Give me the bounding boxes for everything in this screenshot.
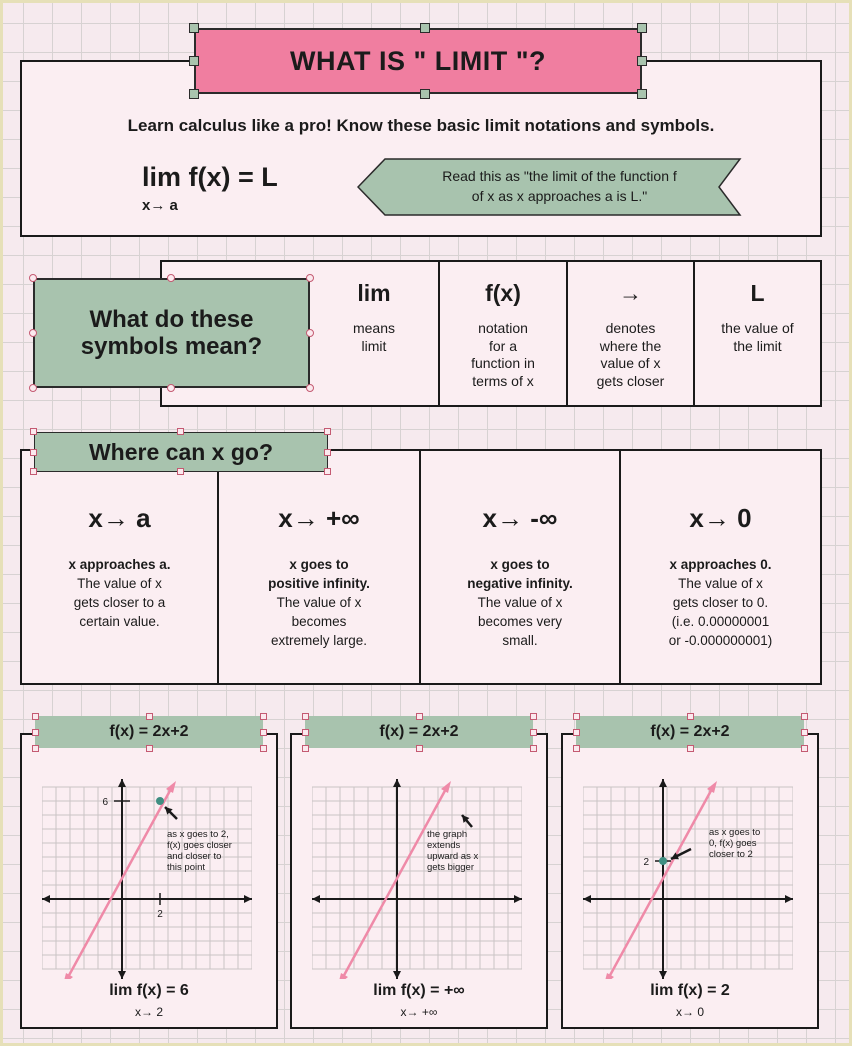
selection-dot <box>167 274 175 282</box>
desc-line: extremely large. <box>270 633 368 648</box>
graph <box>583 779 793 979</box>
annotation-text: f(x) goes closer <box>167 840 232 851</box>
x-axis-arrow-left <box>312 895 320 903</box>
limit-point <box>156 797 164 805</box>
selection-dot <box>29 274 37 282</box>
selection-handle <box>32 729 39 736</box>
desc-line: gets closer <box>596 372 665 389</box>
function-line-arrow <box>63 973 73 979</box>
desc-line: becomes very <box>477 614 563 629</box>
desc-bold: x approaches 0. <box>669 557 772 572</box>
graph <box>312 779 522 979</box>
selection-handle <box>687 713 694 720</box>
annotation-text: as x goes to <box>709 827 761 838</box>
desc-line: the value of <box>721 320 794 336</box>
desc-line: means <box>352 320 396 336</box>
selection-handle <box>32 745 39 752</box>
selection-handle <box>420 89 430 99</box>
desc-line: The value of x <box>477 595 563 610</box>
y-axis-arrow-bottom <box>659 971 667 979</box>
selection-handle <box>420 23 430 33</box>
annotation-text: upward as x <box>427 851 479 862</box>
selection-dot <box>306 274 314 282</box>
notation: x→ -∞ <box>482 503 558 533</box>
desc-line: gets closer to 0. <box>672 595 769 610</box>
limit-notation-subscript: x→ a <box>142 197 178 214</box>
selection-handle <box>530 713 537 720</box>
symbol-description <box>568 320 693 390</box>
limit-notation: lim f(x) = L <box>142 162 278 192</box>
graph-function-label: f(x) = 2x+2 <box>305 716 533 748</box>
symbol-description <box>440 320 566 390</box>
annotation-text: this point <box>167 862 206 873</box>
desc-bold: positive infinity. <box>268 576 370 591</box>
selection-handle <box>324 468 331 475</box>
y-tick-label: 6 <box>102 797 108 808</box>
reading-text <box>392 166 727 206</box>
graph-panel-limit-at-0 <box>561 733 819 1029</box>
symbol: lim <box>357 280 391 306</box>
selection-handle <box>302 745 309 752</box>
symbol: f(x) <box>485 280 521 306</box>
notation: x→ +∞ <box>278 503 360 533</box>
symbol-description <box>310 320 438 355</box>
x-axis-arrow-right <box>244 895 252 903</box>
selection-dot <box>167 384 175 392</box>
selection-handle <box>260 729 267 736</box>
desc-line: the limit <box>733 337 782 354</box>
desc-line: gets closer to a <box>73 595 166 610</box>
selection-handle <box>146 745 153 752</box>
selection-dot <box>29 329 37 337</box>
notation: x→ 0 <box>689 503 752 533</box>
selection-handle <box>530 729 537 736</box>
selection-handle <box>637 56 647 66</box>
symbol-description <box>695 320 820 355</box>
selection-handle <box>30 468 37 475</box>
symbol-cell-L <box>693 262 820 405</box>
selection-handle <box>687 745 694 752</box>
symbol-cell-arrow <box>566 262 693 405</box>
selection-handle <box>573 729 580 736</box>
description <box>219 555 419 650</box>
desc-line: The value of x <box>678 576 763 591</box>
selection-handle <box>189 56 199 66</box>
x-approaches-zero-cell <box>619 451 820 683</box>
annotation-text: and closer to <box>167 851 222 862</box>
desc-line: where the <box>599 337 662 354</box>
y-tick-label: 2 <box>643 857 649 868</box>
y-axis-arrow-top <box>659 779 667 787</box>
selection-handle <box>260 745 267 752</box>
x-axis-arrow-right <box>514 895 522 903</box>
selection-handle <box>189 23 199 33</box>
selection-handle <box>416 745 423 752</box>
graph-limit-sub: x→ 0 <box>675 1005 704 1019</box>
desc-line: or -0.000000001) <box>668 633 773 648</box>
selection-dot <box>29 384 37 392</box>
x-approaches-a-cell <box>22 451 217 683</box>
selection-handle <box>177 428 184 435</box>
selection-handle <box>30 449 37 456</box>
annotation-text: extends <box>427 840 461 851</box>
x-axis-arrow-right <box>785 895 793 903</box>
symbol-cell-lim <box>310 262 438 405</box>
graph-limit: lim f(x) = 6 <box>109 982 189 999</box>
x-axis-arrow-left <box>42 895 50 903</box>
desc-line: certain value. <box>79 614 160 629</box>
graph <box>42 779 252 979</box>
desc-line: limit <box>361 337 387 354</box>
selection-handle <box>530 745 537 752</box>
annotation-text: gets bigger <box>427 862 475 873</box>
desc-line: denotes <box>605 320 656 336</box>
selection-dot <box>306 329 314 337</box>
selection-handle <box>260 713 267 720</box>
page-title: WHAT IS " LIMIT "? <box>194 28 642 94</box>
graph-limit: lim f(x) = 2 <box>650 982 730 999</box>
desc-line: The value of x <box>77 576 162 591</box>
selection-dot <box>306 384 314 392</box>
graph-limit-sub: x→ 2 <box>134 1005 163 1019</box>
symbols-heading <box>33 278 310 388</box>
notation: x→ a <box>88 503 151 533</box>
x-to-negative-infinity-cell <box>419 451 619 683</box>
limit-point <box>659 857 667 865</box>
desc-bold: x approaches a. <box>68 557 171 572</box>
symbol: → <box>619 280 642 306</box>
reading-line-1: Read this as "the limit of the function f <box>442 168 677 184</box>
symbol-cell-fx <box>438 262 566 405</box>
function-line-arrow <box>604 973 614 979</box>
graph-function-label: f(x) = 2x+2 <box>576 716 804 748</box>
selection-handle <box>416 713 423 720</box>
intro-text: Learn calculus like a pro! Know these basic limit notations and symbols. <box>127 116 715 135</box>
x-to-positive-infinity-cell <box>217 451 419 683</box>
graph-panel-limit-at-2 <box>20 733 278 1029</box>
desc-line: (i.e. 0.00000001 <box>671 614 770 629</box>
selection-handle <box>177 468 184 475</box>
desc-line: small. <box>502 633 538 648</box>
y-axis-arrow-bottom <box>118 971 126 979</box>
function-line <box>608 787 713 979</box>
selection-handle <box>324 449 331 456</box>
desc-line: terms of x <box>472 372 534 389</box>
description <box>421 555 619 650</box>
desc-line: notation <box>478 320 528 336</box>
selection-handle <box>637 89 647 99</box>
selection-handle <box>189 89 199 99</box>
y-axis-arrow-top <box>393 779 401 787</box>
selection-handle <box>637 23 647 33</box>
function-line-arrow <box>338 973 348 979</box>
selection-handle <box>573 713 580 720</box>
description <box>22 555 217 631</box>
desc-bold: x goes to <box>289 557 349 572</box>
annotation-text: the graph <box>427 829 468 840</box>
selection-handle <box>324 428 331 435</box>
x-axis-arrow-left <box>583 895 591 903</box>
annotation-text: closer to 2 <box>709 849 753 860</box>
selection-handle <box>573 745 580 752</box>
function-line <box>342 787 447 979</box>
reading-line-2: of x as x approaches a is L." <box>471 188 648 204</box>
desc-line: for a <box>488 337 517 354</box>
selection-handle <box>801 745 808 752</box>
graph-limit-sub: x→ +∞ <box>400 1005 438 1019</box>
graph-function-label: f(x) = 2x+2 <box>35 716 263 748</box>
x-tick-label: 2 <box>157 909 163 920</box>
where-heading: Where can x go? <box>34 432 328 472</box>
desc-line: function in <box>471 355 535 371</box>
selection-handle <box>30 428 37 435</box>
desc-line: value of x <box>600 355 661 371</box>
selection-handle <box>32 713 39 720</box>
y-axis-arrow-top <box>118 779 126 787</box>
selection-handle <box>146 713 153 720</box>
symbol: L <box>750 280 765 306</box>
graph-panel-limit-at-infinity <box>290 733 548 1029</box>
y-axis-arrow-bottom <box>393 971 401 979</box>
description <box>621 555 820 650</box>
where-can-x-go-table <box>20 449 822 685</box>
selection-handle <box>302 713 309 720</box>
function-line <box>67 787 172 979</box>
heading-line-2: symbols mean? <box>80 333 263 360</box>
desc-line: The value of x <box>276 595 362 610</box>
desc-line: becomes <box>291 614 347 629</box>
annotation-text: 0, f(x) goes <box>709 838 757 849</box>
desc-bold: x goes to <box>490 557 550 572</box>
annotation-text: as x goes to 2, <box>167 829 229 840</box>
selection-handle <box>801 729 808 736</box>
graph-limit: lim f(x) = +∞ <box>373 982 465 999</box>
selection-handle <box>302 729 309 736</box>
selection-handle <box>801 713 808 720</box>
desc-bold: negative infinity. <box>467 576 573 591</box>
heading-line-1: What do these <box>89 306 254 333</box>
